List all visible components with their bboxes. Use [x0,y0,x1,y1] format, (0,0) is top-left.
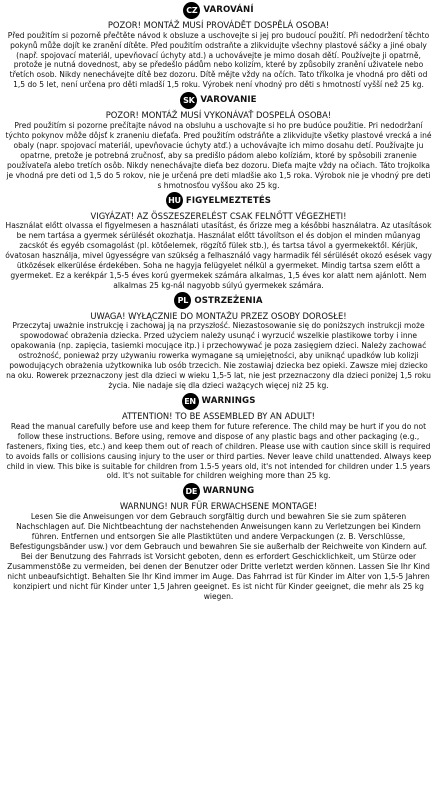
section-header [4,90,433,110]
warning-body: Przeczytaj uważnie instrukcję i zachowaj ją na przyszłość. Niezastosowanie się do poniższych instrukcji może spowodować obrażenia dziecka. Przed użyciem należy usunąć i wyrzucić wszelkie plastikowe torby i inne opakowania (np. zapięcia, tasiemki mocujące itp.) i przechowywać je poza zasięgiem dzieci. Należy zachować ostrożność, ponieważ przy używaniu rowerka wymagane są umiejętności, aby uniknąć upadków lub kolizji powodujących obrażenia użytkownika lub osób trzecich. Nie zostawiaj dziecka bez opieki. Zawsze miej dziecko na oku. Rowerek przeznaczony jest dla dzieci w wieku 1,5-5 lat, nie jest przeznaczony dla dzieci poniżej 1,5 roku życia. Nie nadaje się dla dzieci ważących więcej niż 25 kg. [6,321,431,391]
section-pl [4,291,433,391]
assembly-warning: VIGYÁZAT! AZ ÖSSZESZERELÉST CSAK FELNŐTT VÉGEZHETI! [90,210,347,221]
warning-body: Pred použitím si pozorne prečítajte návod na obsluhu a uschovajte si ho pre budúce použitie. Pri nedodržaní týchto pokynov môže dôjsť k zraneniu dieťaťa. Pred použitím odstráňte a zlikvidujte všetky plastové vrecká a iné obaly (napr. spojovací materiál, upevňovacie úchyty atď.) a uchovávajte ich mimo dosahu detí. Používajte ju opatrne, pretože je potrebná zručnosť, aby sa predišlo pádom alebo kolíziám, ktoré by spôsobili zranenie používateľa alebo tretích osôb. Nikdy nenechávajte dieťa bez dozoru. Dieťa majte vždy na očiach. Táto trojkolka je vhodná pre deti od 1,5 do 5 rokov, nie je určená pre deti mladšie ako 1,5 roka. Výrobok nie je vhodný pre deti s hmotnosťou vyššou ako 25 kg. [5,120,432,190]
language-badge-sk: SK [180,92,197,109]
section-header [4,191,433,211]
section-sk [4,90,433,190]
section-title: WARNUNG [202,486,255,497]
section-header [4,291,433,311]
assembly-warning: WARNUNG! NUR FÜR ERWACHSENE MONTAGE! [119,501,318,512]
assembly-warning: UWAGA! WYŁĄCZNIE DO MONTAŻU PRZEZ OSOBY DOROSŁE! [90,310,347,321]
section-hu [4,191,433,291]
section-title: OSTRZEŻENIA [194,295,263,306]
warning-body: Használat előtt olvassa el figyelmesen a használati utasítást, és őrizze meg a későbbi használatra. Az utasítások be nem tartása a gyermek sérülését okozhatja. Használat előtt távolítson el és dobjon el minden műanyag zacskót és egyéb csomagolást (pl. kötőelemek, rögzítő fülek stb.), és tartsa távol a gyermekektől. Kérjük, óvatosan használja, mivel ügyességre van szükség a felhasználó vagy harmadik fél sérülését okozó esések vagy ütközések elkerülése érdekében. Soha ne hagyja felügyelet nélkül a gyermeket. Mindig tartsa szem előtt a gyermeket. Ez a kerékpár 1,5-5 éves korú gyermekek számára alkalmas, 1,5 éves kor alatt nem ajánlott. Nem alkalmas 25 kg-nál nagyobb súlyú gyermekek számára. [5,221,432,290]
section-en [4,391,433,481]
language-badge-de: DE [183,483,200,500]
section-title: FIGYELMEZTETÉS [185,195,272,206]
section-title: VAROVANIE [200,95,257,106]
assembly-warning: ATTENTION! TO BE ASSEMBLED BY AN ADULT! [122,411,315,422]
warning-body: Před použitím si pozorně přečtěte návod k obsluze a uschovejte si jej pro budoucí použití. Při nedodržení těchto pokynů může dojít ke zranění dítěte. Před použitím odstraňte a zlikvidujte všechny plastové sáčky a jiné obaly (např. spojovací materiál, upevňovací úchyty atd.) a uchovávejte je mimo dosah dětí. Používejte ji opatrně, protože je nutná dovednost, aby se předešlo pádům nebo kolizím, které by způsobily zranění uživatele nebo třetích osob. Nikdy nenechávejte dítě bez dozoru. Dítě mějte vždy na očích. Tato tříkolka je vhodná pro děti od 1,5 do 5 let, není určena pro děti mladší 1,5 roku. Výrobek není vhodný pro děti s hmotností vyšší než 25 kg. [7,30,430,90]
language-badge-cz: CZ [183,2,200,19]
assembly-warning: POZOR! MONTÁŽ MUSÍ VYKONÁVAŤ DOSPELÁ OSOBA! [105,110,332,121]
section-title: VAROVÁNÍ [203,5,254,15]
language-badge-hu: HU [166,192,183,209]
assembly-warning: POZOR! MONTÁŽ MUSÍ PROVÁDĚT DOSPĚLÁ OSOBA! [107,20,330,30]
warning-body: Lesen Sie die Anweisungen vor dem Gebrauch sorgfältig durch und bewahren Sie sie zum späteren Nachschlagen auf. Die Nichtbeachtung der nachstehenden Anweisungen kann zu Verletzungen bei Kindern führen. Entfernen und entsorgen Sie alle Plastiktüten und andere Verpackungen (z. B. Verschlüsse, Befestigungsbänder usw.) vor dem Gebrauch und bewahren Sie sie außerhalb der Reichweite von Kindern auf. Bei der Benutzung des Fahrrads ist Vorsicht geboten, denn es erfordert Geschicklichkeit, um Stürze oder Zusammenstöße zu vermeiden, bei denen der Benutzer oder Dritte verletzt werden können. Lassen Sie Ihr Kind nicht unbeaufsichtigt. Behalten Sie Ihr Kind immer im Auge. Das Fahrrad ist für Kinder im Alter von 1,5-5 Jahren konzipiert und nicht für Kinder unter 1,5 Jahren geeignet. Es ist nicht für Kinder geeignet, die mehr als 25 kg wiegen. [7,512,430,601]
section-de [4,481,433,601]
section-title: WARNINGS [201,396,256,407]
language-badge-pl: PL [174,292,191,309]
section-header [4,0,433,20]
warning-body: Read the manual carefully before use and keep them for future reference. The child may be hurt if you do not follow these instructions. Before using, remove and dispose of any plastic bags and other packaging (e.g., fasteners, fixing ties, etc.) and keep them out of reach of children. Please use with caution since skill is required to avoids falls or collisions causing injury to the user or third parties. Never leave child unattended. Always keep child in view. This bike is suitable for children from 1.5-5 years old, it's not intended for children under 1.5 years old. It's not suitable for children weighing more than 25 kg. [5,421,432,481]
section-header [4,481,433,501]
language-badge-en: EN [182,393,199,410]
section-cz [4,0,433,90]
section-header [4,391,433,411]
